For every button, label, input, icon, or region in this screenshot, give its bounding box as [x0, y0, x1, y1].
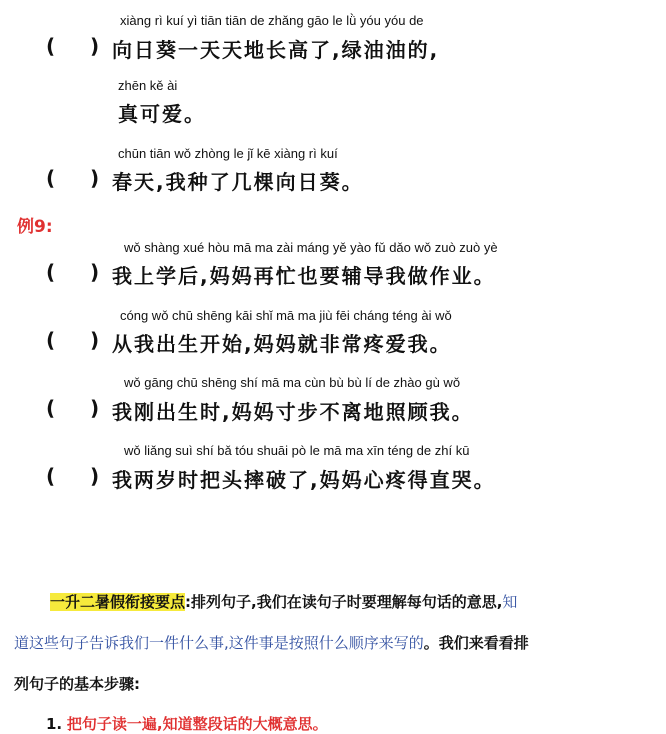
answer-parenthesis: ( ): [46, 464, 100, 488]
tip-text: 。我们来看看排: [423, 634, 529, 652]
pinyin-line: wǒ shàng xué hòu mā ma zài máng yě yào fǔ dǎo wǒ zuò zuò yè: [124, 240, 498, 255]
pinyin-line: xiàng rì kuí yì tiān tiān de zhǎng gāo le lǜ yóu yóu de: [120, 13, 424, 28]
pinyin-line: wǒ liǎng suì shí bǎ tóu shuāi pò le mā ma xīn téng de zhí kū: [124, 443, 470, 458]
sentence-text: 从我出生开始,妈妈就非常疼爱我。: [112, 332, 452, 356]
step-item: [46, 714, 666, 734]
pinyin-line: chūn tiān wǒ zhòng le jǐ kē xiàng rì kuí: [118, 146, 338, 161]
pinyin-line: wǒ gāng chū shēng shí mā ma cùn bù bù lí de zhào gù wǒ: [124, 375, 461, 390]
tip-paragraph-line-1: [50, 592, 660, 612]
pinyin-line: cóng wǒ chū shēng kāi shǐ mā ma jiù fēi cháng téng ài wǒ: [120, 308, 452, 323]
step-number: 1.: [46, 715, 63, 733]
sentence-text: 我上学后,妈妈再忙也要辅导我做作业。: [112, 264, 496, 288]
tip-text-blue: 知: [502, 593, 518, 611]
answer-parenthesis: ( ): [46, 34, 100, 58]
tip-paragraph-line-3: 列句子的基本步骤:: [14, 675, 140, 693]
answer-parenthesis: ( ): [46, 328, 100, 352]
sentence-text: 向日葵一天天地长高了,绿油油的,: [112, 38, 440, 62]
example-label: 例9:: [17, 217, 53, 237]
tip-text-blue: 道这些句子告诉我们一件什么事,这件事是按照什么顺序来写的: [14, 634, 424, 652]
tip-text: :排列句子,我们在读句子时要理解每句话的意思,: [185, 593, 503, 611]
step-text: 把句子读一遍,知道整段话的大概意思。: [66, 715, 328, 733]
sentence-text: 真可爱。: [118, 102, 206, 126]
answer-parenthesis: ( ): [46, 396, 100, 420]
answer-parenthesis: ( ): [46, 166, 100, 190]
sentence-text: 我刚出生时,妈妈寸步不离地照顾我。: [112, 400, 474, 424]
pinyin-line: zhēn kě ài: [118, 78, 178, 93]
answer-parenthesis: ( ): [46, 260, 100, 284]
highlight-title: 一升二暑假衔接要点: [50, 593, 186, 611]
sentence-text: 我两岁时把头摔破了,妈妈心疼得直哭。: [112, 468, 496, 492]
tip-paragraph-line-2: [14, 633, 660, 653]
sentence-text: 春天,我种了几棵向日葵。: [112, 170, 364, 194]
